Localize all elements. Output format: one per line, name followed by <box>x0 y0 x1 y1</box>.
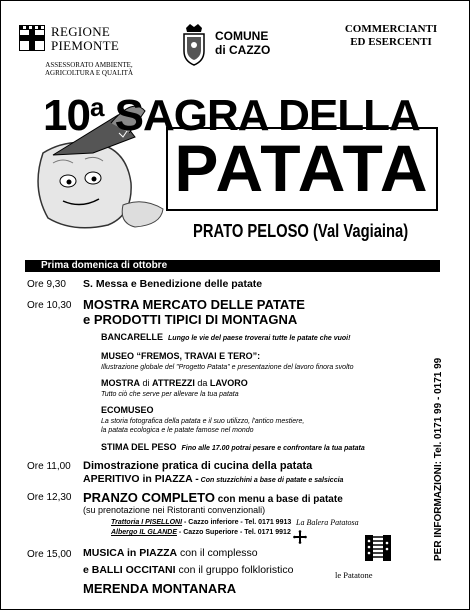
time-1100: Ore 11,00 <box>27 461 71 472</box>
location: PRATO PELOSO (Val Vagiaina) <box>193 221 409 241</box>
time-1230: Ore 12,30 <box>27 492 72 503</box>
comune-logo <box>181 23 301 73</box>
info-phone-vertical: PER INFORMAZIONI: Tel. 0171 99 - 0171 99 <box>433 357 444 561</box>
time-1500: Ore 15,00 <box>27 549 72 560</box>
title-line1: 10$^a$ SAGRA DELLA <box>43 91 420 140</box>
ecomuseo-label: ECOMUSEO <box>101 405 154 415</box>
comune-label: COMUNE <box>215 29 269 43</box>
event-dimostrazione: Dimostrazione pratica di cucina della patata <box>83 460 313 472</box>
ecomuseo-note-1: La storia fotografica della patata e il suo utilizzo, l'antico mestiere, <box>101 418 305 425</box>
regione-name: REGIONE PIEMONTE <box>51 24 120 53</box>
ecomuseo-note-2: la patata ecologica e le patate famose nel mondo <box>101 427 254 434</box>
occitan-cross-icon <box>293 530 307 544</box>
museo-note: Illustrazione globale del "Progetto Patata" e presentazione del lavoro finora svolto <box>101 364 354 371</box>
event-pranzo: PRANZO COMPLETO con menu a base di patate <box>83 490 343 505</box>
accordion-icon <box>364 531 392 565</box>
event-musica: MUSICA in PIAZZA con il complesso <box>83 547 258 559</box>
comune-town: di CAZZO <box>215 43 271 57</box>
bancarelle-note: Lungo le vie del paese troverai tutte le patate che vuoi! <box>168 335 351 342</box>
title-line2: PATATA <box>174 131 430 205</box>
event-balli: e BALLI OCCITANI con il gruppo folkloristico <box>83 564 294 576</box>
event-mostra-mercato-2: e PRODOTTI TIPICI DI MONTAGNA <box>83 312 298 327</box>
bancarelle-label: BANCARELLE Lungo le vie del paese troverai tutte le patate che vuoi! <box>101 332 351 342</box>
restaurant-2: Albergo IL GLANDE - Cazzo Superiore - Tel. 0171 9912 <box>111 529 291 536</box>
time-1030: Ore 10,30 <box>27 300 72 311</box>
assessorato-text: ASSESSORATO AMBIENTE, AGRICOLTURA E QUALITÀ <box>44 61 134 77</box>
stima-label: STIMA DEL PESO Fino alle 17.00 potrai pesare e confrontare la tua patata <box>101 442 365 452</box>
commercianti-text: COMMERCIANTI ED ESERCENTI <box>344 23 438 48</box>
event-merenda: MERENDA MONTANARA <box>83 581 237 596</box>
restaurant-1: Trattoria I PISELLONI - Cazzo inferiore - Tel. 0171 9913 <box>111 519 292 526</box>
event-messa: S. Messa e Benedizione delle patate <box>83 278 263 290</box>
piemonte-flag-icon <box>19 25 45 51</box>
balera-label: La Balera Patatosa <box>296 518 359 527</box>
museo-label: MUSEO “FREMOS, TRAVAI E TERO”: <box>101 351 261 361</box>
event-mostra-mercato-1: MOSTRA MERCATO DELLE PATATE <box>83 297 305 312</box>
pranzo-note: (su prenotazione nei Ristoranti convenzionali) <box>83 505 266 515</box>
mostra-attrezzi-label: MOSTRA di ATTREZZI da LAVORO <box>101 378 248 388</box>
date-bar <box>25 260 440 272</box>
stima-note: Fino alle 17.00 potrai pesare e confrontare la tua patata <box>181 445 365 452</box>
mostra-note: Tutto ciò che serve per allevare la tua patata <box>101 391 239 398</box>
coat-of-arms-icon <box>181 23 207 67</box>
aperitivo-note: Con stuzzichini a base di patate e salsiccia <box>198 477 344 484</box>
date-text: Prima domenica di ottobre <box>41 260 168 271</box>
event-aperitivo: APERITIVO in PIAZZA - Con stuzzichini a base di patate e salsiccia <box>83 473 344 485</box>
time-0930: Ore 9,30 <box>27 279 66 290</box>
patatone-label: le Patatone <box>335 570 373 580</box>
